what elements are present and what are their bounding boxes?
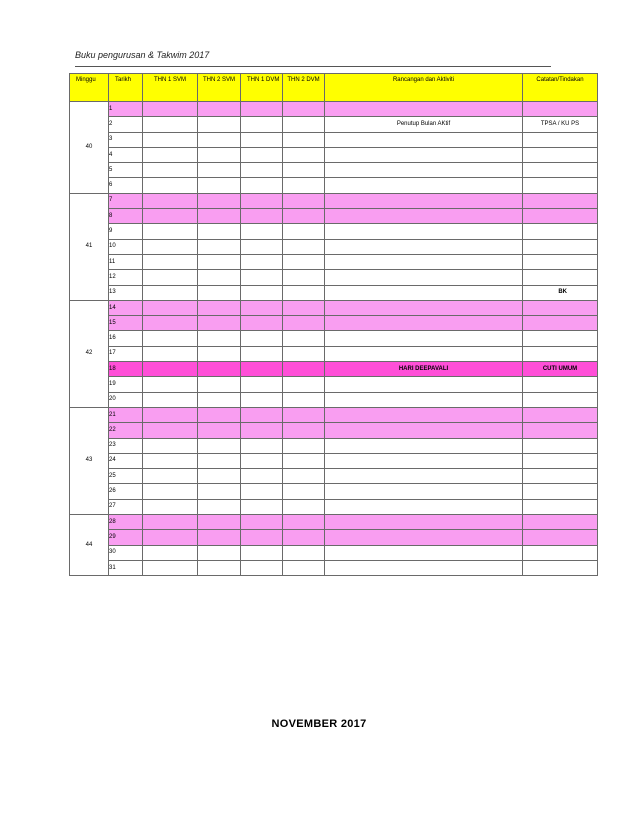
date-cell: 27 xyxy=(109,499,143,514)
thn2-svm-cell xyxy=(198,254,241,269)
date-cell: 4 xyxy=(109,147,143,162)
date-cell: 22 xyxy=(109,423,143,438)
thn2-dvm-cell xyxy=(283,453,325,468)
thn1-svm-cell xyxy=(143,270,198,285)
date-cell: 11 xyxy=(109,254,143,269)
rancangan-cell xyxy=(325,346,523,361)
thn1-dvm-cell xyxy=(241,178,283,193)
catatan-cell xyxy=(523,239,598,254)
thn1-dvm-cell xyxy=(241,331,283,346)
thn1-svm-cell xyxy=(143,438,198,453)
thn1-svm-cell xyxy=(143,530,198,545)
thn1-svm-cell xyxy=(143,392,198,407)
thn1-svm-cell xyxy=(143,484,198,499)
date-cell: 24 xyxy=(109,453,143,468)
thn2-svm-cell xyxy=(198,484,241,499)
thn2-svm-cell xyxy=(198,270,241,285)
thn1-dvm-cell xyxy=(241,453,283,468)
thn2-svm-cell xyxy=(198,453,241,468)
thn1-svm-cell xyxy=(143,239,198,254)
thn1-dvm-cell xyxy=(241,469,283,484)
thn1-svm-cell xyxy=(143,515,198,530)
thn1-dvm-cell xyxy=(241,346,283,361)
thn2-dvm-cell xyxy=(283,224,325,239)
date-cell: 18 xyxy=(109,362,143,377)
thn2-dvm-cell xyxy=(283,545,325,560)
thn1-svm-cell xyxy=(143,499,198,514)
table-row xyxy=(70,407,598,422)
rancangan-cell xyxy=(325,193,523,208)
rancangan-cell xyxy=(325,392,523,407)
week-number: 42 xyxy=(70,300,109,407)
catatan-cell xyxy=(523,453,598,468)
thn1-dvm-cell xyxy=(241,102,283,117)
table-row xyxy=(70,239,598,254)
catatan-cell xyxy=(523,469,598,484)
thn2-svm-cell xyxy=(198,438,241,453)
thn2-svm-cell xyxy=(198,346,241,361)
thn2-dvm-cell xyxy=(283,209,325,224)
header-tarikh: Tarikh xyxy=(109,74,143,102)
date-cell: 26 xyxy=(109,484,143,499)
table-row xyxy=(70,209,598,224)
thn2-dvm-cell xyxy=(283,270,325,285)
date-cell: 20 xyxy=(109,392,143,407)
thn2-svm-cell xyxy=(198,102,241,117)
date-cell: 10 xyxy=(109,239,143,254)
catatan-cell xyxy=(523,254,598,269)
rancangan-cell xyxy=(325,147,523,162)
thn2-dvm-cell xyxy=(283,178,325,193)
rancangan-cell xyxy=(325,224,523,239)
thn2-svm-cell xyxy=(198,423,241,438)
thn1-svm-cell xyxy=(143,331,198,346)
table-row xyxy=(70,147,598,162)
date-cell: 25 xyxy=(109,469,143,484)
date-cell: 9 xyxy=(109,224,143,239)
thn1-svm-cell xyxy=(143,285,198,300)
date-cell: 15 xyxy=(109,316,143,331)
date-cell: 14 xyxy=(109,300,143,315)
rancangan-cell xyxy=(325,331,523,346)
thn1-svm-cell xyxy=(143,209,198,224)
thn2-dvm-cell xyxy=(283,560,325,575)
thn2-dvm-cell xyxy=(283,423,325,438)
thn1-svm-cell xyxy=(143,362,198,377)
catatan-cell xyxy=(523,438,598,453)
table-row xyxy=(70,438,598,453)
thn2-dvm-cell xyxy=(283,530,325,545)
thn1-svm-cell xyxy=(143,545,198,560)
catatan-cell xyxy=(523,377,598,392)
week-number: 43 xyxy=(70,407,109,514)
date-cell: 8 xyxy=(109,209,143,224)
thn1-svm-cell xyxy=(143,316,198,331)
thn1-svm-cell xyxy=(143,224,198,239)
thn2-dvm-cell xyxy=(283,316,325,331)
thn2-svm-cell xyxy=(198,224,241,239)
date-cell: 23 xyxy=(109,438,143,453)
rancangan-cell xyxy=(325,515,523,530)
rancangan-cell xyxy=(325,254,523,269)
title-divider xyxy=(75,66,551,67)
thn2-dvm-cell xyxy=(283,117,325,132)
thn1-dvm-cell xyxy=(241,545,283,560)
date-cell: 29 xyxy=(109,530,143,545)
thn1-svm-cell xyxy=(143,254,198,269)
table-row xyxy=(70,224,598,239)
catatan-cell xyxy=(523,300,598,315)
month-title: NOVEMBER 2017 xyxy=(271,718,367,730)
rancangan-cell xyxy=(325,102,523,117)
table-row xyxy=(70,270,598,285)
table-row xyxy=(70,254,598,269)
thn2-svm-cell xyxy=(198,285,241,300)
date-cell: 2 xyxy=(109,117,143,132)
catatan-cell xyxy=(523,530,598,545)
thn2-dvm-cell xyxy=(283,346,325,361)
catatan-cell xyxy=(523,178,598,193)
thn1-dvm-cell xyxy=(241,300,283,315)
thn1-svm-cell xyxy=(143,163,198,178)
thn1-dvm-cell xyxy=(241,316,283,331)
thn1-dvm-cell xyxy=(241,377,283,392)
thn1-dvm-cell xyxy=(241,392,283,407)
header-catatan: Catatan/Tindakan xyxy=(523,74,598,102)
catatan-cell xyxy=(523,316,598,331)
rancangan-cell xyxy=(325,469,523,484)
thn2-svm-cell xyxy=(198,407,241,422)
catatan-cell: TPSA / KU PS xyxy=(523,117,598,132)
thn2-dvm-cell xyxy=(283,147,325,162)
rancangan-cell: Penutup Bulan AKtif xyxy=(325,117,523,132)
thn1-svm-cell xyxy=(143,300,198,315)
thn1-svm-cell xyxy=(143,346,198,361)
thn1-dvm-cell xyxy=(241,530,283,545)
table-row xyxy=(70,515,598,530)
table-row xyxy=(70,316,598,331)
table-row xyxy=(70,377,598,392)
catatan-cell xyxy=(523,560,598,575)
thn2-svm-cell xyxy=(198,147,241,162)
thn1-dvm-cell xyxy=(241,499,283,514)
thn2-dvm-cell xyxy=(283,102,325,117)
thn2-svm-cell xyxy=(198,499,241,514)
catatan-cell xyxy=(523,193,598,208)
catatan-cell xyxy=(523,147,598,162)
table-row xyxy=(70,346,598,361)
catatan-cell xyxy=(523,346,598,361)
date-cell: 7 xyxy=(109,193,143,208)
thn1-svm-cell xyxy=(143,117,198,132)
header-row xyxy=(70,74,598,102)
rancangan-cell xyxy=(325,209,523,224)
date-cell: 3 xyxy=(109,132,143,147)
thn2-dvm-cell xyxy=(283,132,325,147)
date-cell: 30 xyxy=(109,545,143,560)
rancangan-cell xyxy=(325,163,523,178)
rancangan-cell xyxy=(325,316,523,331)
thn1-dvm-cell xyxy=(241,484,283,499)
thn2-dvm-cell xyxy=(283,239,325,254)
thn2-svm-cell xyxy=(198,362,241,377)
thn2-svm-cell xyxy=(198,560,241,575)
table-row xyxy=(70,178,598,193)
header-rancangan: Rancangan dan Aktiviti xyxy=(325,74,523,102)
thn2-svm-cell xyxy=(198,530,241,545)
thn2-dvm-cell xyxy=(283,484,325,499)
table-row xyxy=(70,484,598,499)
thn1-svm-cell xyxy=(143,102,198,117)
table-row xyxy=(70,102,598,117)
thn1-dvm-cell xyxy=(241,132,283,147)
thn2-dvm-cell xyxy=(283,515,325,530)
catatan-cell xyxy=(523,163,598,178)
rancangan-cell xyxy=(325,423,523,438)
thn1-svm-cell xyxy=(143,423,198,438)
table-row xyxy=(70,453,598,468)
table-row xyxy=(70,530,598,545)
catatan-cell xyxy=(523,132,598,147)
thn2-svm-cell xyxy=(198,392,241,407)
thn2-svm-cell xyxy=(198,316,241,331)
catatan-cell xyxy=(523,545,598,560)
table-row xyxy=(70,132,598,147)
catatan-cell xyxy=(523,484,598,499)
thn2-svm-cell xyxy=(198,178,241,193)
date-cell: 17 xyxy=(109,346,143,361)
thn1-dvm-cell xyxy=(241,285,283,300)
catatan-cell xyxy=(523,423,598,438)
table-row xyxy=(70,499,598,514)
rancangan-cell xyxy=(325,132,523,147)
rancangan-cell xyxy=(325,377,523,392)
thn2-dvm-cell xyxy=(283,285,325,300)
thn2-svm-cell xyxy=(198,469,241,484)
thn1-svm-cell xyxy=(143,469,198,484)
catatan-cell xyxy=(523,331,598,346)
catatan-cell: BK xyxy=(523,285,598,300)
table-row xyxy=(70,193,598,208)
thn2-svm-cell xyxy=(198,209,241,224)
thn1-svm-cell xyxy=(143,453,198,468)
thn1-svm-cell xyxy=(143,407,198,422)
catatan-cell xyxy=(523,270,598,285)
date-cell: 12 xyxy=(109,270,143,285)
table-row xyxy=(70,117,598,132)
thn2-svm-cell xyxy=(198,377,241,392)
thn1-svm-cell xyxy=(143,178,198,193)
table-row xyxy=(70,300,598,315)
date-cell: 16 xyxy=(109,331,143,346)
rancangan-cell xyxy=(325,530,523,545)
thn1-dvm-cell xyxy=(241,147,283,162)
thn1-dvm-cell xyxy=(241,438,283,453)
thn2-dvm-cell xyxy=(283,438,325,453)
date-cell: 13 xyxy=(109,285,143,300)
catatan-cell xyxy=(523,209,598,224)
thn1-dvm-cell xyxy=(241,224,283,239)
thn1-svm-cell xyxy=(143,377,198,392)
date-cell: 21 xyxy=(109,407,143,422)
thn2-dvm-cell xyxy=(283,377,325,392)
week-number: 40 xyxy=(70,102,109,194)
thn2-svm-cell xyxy=(198,331,241,346)
rancangan-cell xyxy=(325,453,523,468)
date-cell: 28 xyxy=(109,515,143,530)
table-row xyxy=(70,545,598,560)
table-row xyxy=(70,423,598,438)
date-cell: 5 xyxy=(109,163,143,178)
table-row xyxy=(70,469,598,484)
catatan-cell xyxy=(523,407,598,422)
table-row xyxy=(70,362,598,377)
calendar-body xyxy=(70,102,598,576)
week-number: 44 xyxy=(70,515,109,576)
date-cell: 1 xyxy=(109,102,143,117)
thn2-svm-cell xyxy=(198,193,241,208)
thn1-svm-cell xyxy=(143,147,198,162)
table-row xyxy=(70,560,598,575)
thn1-dvm-cell xyxy=(241,560,283,575)
rancangan-cell xyxy=(325,484,523,499)
rancangan-cell: HARI DEEPAVALI xyxy=(325,362,523,377)
thn2-dvm-cell xyxy=(283,300,325,315)
thn2-dvm-cell xyxy=(283,407,325,422)
thn2-svm-cell xyxy=(198,545,241,560)
header-thn1-svm: THN 1 SVM xyxy=(143,74,198,102)
catatan-cell xyxy=(523,102,598,117)
table-row xyxy=(70,285,598,300)
catatan-cell xyxy=(523,499,598,514)
calendar-table xyxy=(69,73,598,576)
thn2-svm-cell xyxy=(198,300,241,315)
week-number: 41 xyxy=(70,193,109,300)
header-minggu: Minggu xyxy=(70,74,109,102)
thn1-dvm-cell xyxy=(241,254,283,269)
thn2-svm-cell xyxy=(198,117,241,132)
thn1-dvm-cell xyxy=(241,117,283,132)
thn2-svm-cell xyxy=(198,515,241,530)
date-cell: 6 xyxy=(109,178,143,193)
thn2-svm-cell xyxy=(198,239,241,254)
thn2-svm-cell xyxy=(198,132,241,147)
rancangan-cell xyxy=(325,560,523,575)
catatan-cell xyxy=(523,224,598,239)
thn2-dvm-cell xyxy=(283,163,325,178)
thn1-dvm-cell xyxy=(241,407,283,422)
thn1-dvm-cell xyxy=(241,239,283,254)
date-cell: 19 xyxy=(109,377,143,392)
header-thn1-dvm: THN 1 DVM xyxy=(241,74,283,102)
thn1-svm-cell xyxy=(143,132,198,147)
thn1-dvm-cell xyxy=(241,362,283,377)
thn2-dvm-cell xyxy=(283,331,325,346)
rancangan-cell xyxy=(325,438,523,453)
catatan-cell xyxy=(523,515,598,530)
thn1-svm-cell xyxy=(143,560,198,575)
table-row xyxy=(70,163,598,178)
thn2-dvm-cell xyxy=(283,469,325,484)
thn2-dvm-cell xyxy=(283,362,325,377)
catatan-cell: CUTI UMUM xyxy=(523,362,598,377)
rancangan-cell xyxy=(325,499,523,514)
thn1-dvm-cell xyxy=(241,515,283,530)
date-cell: 31 xyxy=(109,560,143,575)
rancangan-cell xyxy=(325,407,523,422)
document-title: Buku pengurusan & Takwim 2017 xyxy=(75,50,210,60)
catatan-cell xyxy=(523,392,598,407)
rancangan-cell xyxy=(325,239,523,254)
thn2-dvm-cell xyxy=(283,193,325,208)
table-row xyxy=(70,331,598,346)
thn2-dvm-cell xyxy=(283,499,325,514)
thn1-dvm-cell xyxy=(241,163,283,178)
rancangan-cell xyxy=(325,270,523,285)
thn1-svm-cell xyxy=(143,193,198,208)
rancangan-cell xyxy=(325,285,523,300)
header-thn2-dvm: THN 2 DVM xyxy=(283,74,325,102)
thn2-dvm-cell xyxy=(283,254,325,269)
thn1-dvm-cell xyxy=(241,209,283,224)
thn1-dvm-cell xyxy=(241,270,283,285)
rancangan-cell xyxy=(325,300,523,315)
table-row xyxy=(70,392,598,407)
thn1-dvm-cell xyxy=(241,423,283,438)
rancangan-cell xyxy=(325,178,523,193)
thn2-svm-cell xyxy=(198,163,241,178)
rancangan-cell xyxy=(325,545,523,560)
thn2-dvm-cell xyxy=(283,392,325,407)
thn1-dvm-cell xyxy=(241,193,283,208)
header-thn2-svm: THN 2 SVM xyxy=(198,74,241,102)
